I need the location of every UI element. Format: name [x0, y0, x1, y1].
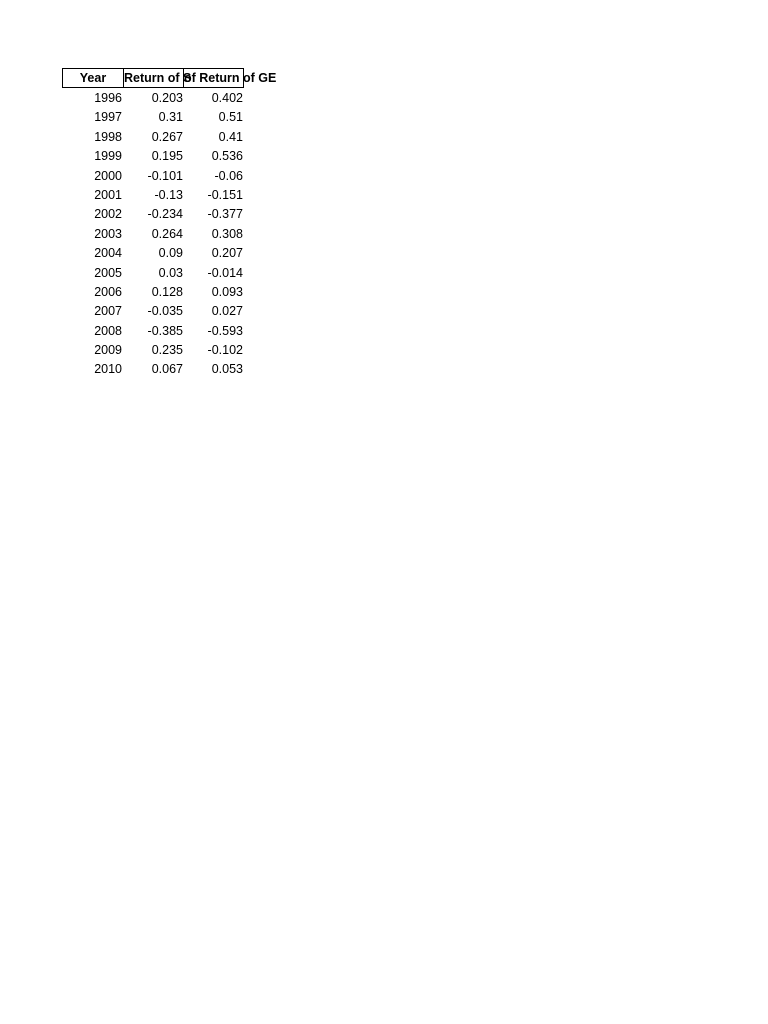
header-return-ge-label: of Return of GE	[184, 71, 277, 85]
header-return-s-label: Return of S	[124, 71, 192, 85]
return-s-cell[interactable]: 0.264	[151, 226, 183, 241]
return-ge-cell[interactable]: -0.06	[214, 168, 243, 183]
return-ge-cell[interactable]: 0.536	[211, 149, 243, 164]
return-ge-cell[interactable]: 0.41	[218, 129, 243, 144]
return-s-cell[interactable]: -0.385	[147, 323, 183, 338]
return-s-cell[interactable]: 0.235	[151, 343, 183, 358]
return-s-cell[interactable]: 0.09	[158, 246, 183, 261]
return-s-cell[interactable]: 0.128	[151, 284, 183, 299]
year-cell[interactable]: 2001	[94, 187, 122, 202]
return-ge-cell[interactable]: -0.102	[207, 343, 243, 358]
return-ge-cell[interactable]: 0.027	[211, 304, 243, 319]
return-ge-cell[interactable]: 0.053	[211, 362, 243, 377]
year-cell[interactable]: 2002	[94, 207, 122, 222]
year-cell[interactable]: 1999	[94, 149, 122, 164]
return-s-cell[interactable]: 0.195	[151, 149, 183, 164]
return-ge-cell[interactable]: -0.593	[207, 323, 243, 338]
return-ge-cell[interactable]: 0.51	[218, 110, 243, 125]
return-ge-cell[interactable]: 0.093	[211, 284, 243, 299]
header-cell-return-ge[interactable]	[183, 68, 277, 88]
return-s-cell[interactable]: 0.03	[158, 265, 183, 280]
header-cell-return-s[interactable]	[123, 68, 192, 88]
year-cell[interactable]: 2007	[94, 304, 122, 319]
year-cell[interactable]: 2004	[94, 246, 122, 261]
return-s-cell[interactable]: -0.101	[147, 168, 183, 183]
return-ge-cell[interactable]: 0.402	[211, 91, 243, 105]
return-s-cell[interactable]: -0.035	[147, 304, 183, 319]
header-cell-year[interactable]	[62, 68, 124, 88]
year-cell[interactable]: 2006	[94, 284, 122, 299]
return-ge-cell[interactable]: 0.308	[211, 226, 243, 241]
return-ge-cell[interactable]: -0.377	[207, 207, 243, 222]
return-s-cell[interactable]: -0.13	[154, 187, 183, 202]
year-cell[interactable]: 1996	[94, 91, 122, 105]
return-s-cell[interactable]: 0.267	[151, 129, 183, 144]
year-cell[interactable]: 2009	[94, 343, 122, 358]
year-cell[interactable]: 2003	[94, 226, 122, 241]
year-cell[interactable]: 1997	[94, 110, 122, 125]
return-s-cell[interactable]: 0.203	[151, 91, 183, 105]
year-cell[interactable]: 2008	[94, 323, 122, 338]
return-ge-cell[interactable]: -0.151	[207, 187, 243, 202]
year-cell[interactable]: 1998	[94, 129, 122, 144]
return-s-cell[interactable]: 0.067	[151, 362, 183, 377]
return-ge-cell[interactable]: -0.014	[207, 265, 243, 280]
year-cell[interactable]: 2010	[94, 362, 122, 377]
year-cell[interactable]: 2000	[94, 168, 122, 183]
return-s-cell[interactable]: -0.234	[147, 207, 183, 222]
year-cell[interactable]: 2005	[94, 265, 122, 280]
header-year-label: Year	[79, 71, 107, 85]
return-ge-cell[interactable]: 0.207	[211, 246, 243, 261]
return-s-cell[interactable]: 0.31	[158, 110, 183, 125]
